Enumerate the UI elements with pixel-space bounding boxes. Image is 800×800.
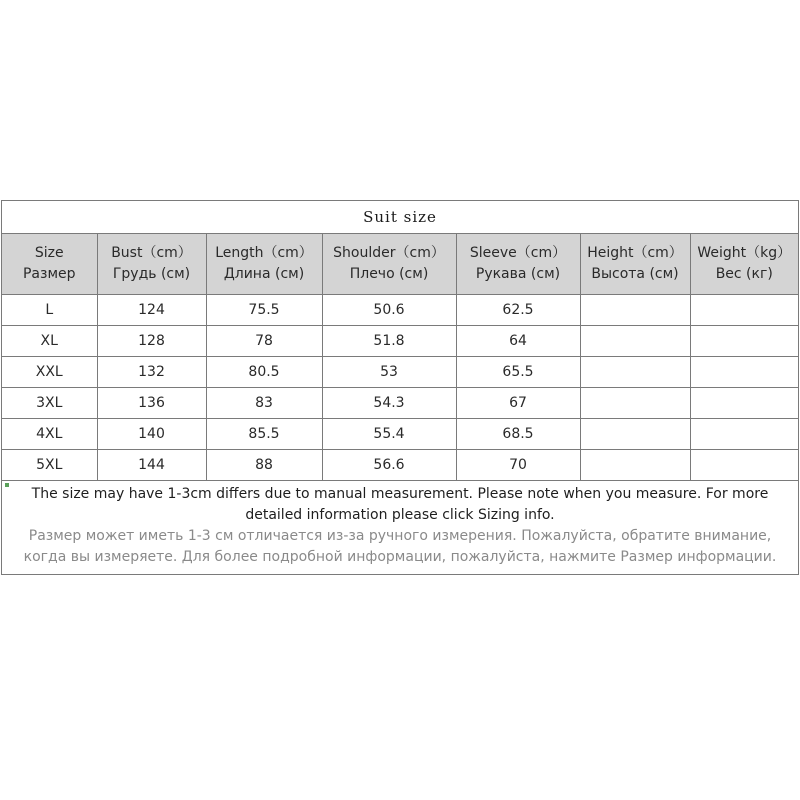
column-header [690, 234, 798, 295]
measurement-cell: 136 [97, 388, 206, 419]
measurement-cell [690, 357, 798, 388]
column-header-ru: Грудь (см) [112, 266, 191, 282]
size-cell: XL [2, 326, 97, 357]
table-row [2, 295, 798, 326]
measurement-cell: 83 [206, 388, 322, 419]
column-header-en: Size [34, 245, 64, 261]
note [2, 481, 798, 574]
column-header-ru: Рукава (см) [475, 266, 561, 282]
measurement-cell: 78 [206, 326, 322, 357]
measurement-cell: 75.5 [206, 295, 322, 326]
chart-title: Suit size [2, 201, 798, 234]
column-header-ru: Высота (см) [591, 266, 679, 282]
size-table [2, 234, 798, 481]
note-russian: Размер может иметь 1-3 см отличается из-за ручного измерения. Пожалуйста, обратите внимание, когда вы измеряете. Для более подробной информации, пожалуйста, нажмите Размер информации. [23, 528, 777, 565]
table-row [2, 419, 798, 450]
note-english: The size may have 1-3cm differs due to manual measurement. Please note when you measure. For more detailed information please click Sizing info. [31, 486, 769, 523]
column-header [206, 234, 322, 295]
measurement-cell: 51.8 [322, 326, 456, 357]
size-cell: 3XL [2, 388, 97, 419]
table-row [2, 388, 798, 419]
table-body [2, 295, 798, 481]
column-header [456, 234, 580, 295]
measurement-cell: 88 [206, 450, 322, 481]
size-cell: XXL [2, 357, 97, 388]
column-header [97, 234, 206, 295]
measurement-cell [580, 295, 690, 326]
measurement-cell [690, 388, 798, 419]
measurement-cell: 67 [456, 388, 580, 419]
measurement-cell: 140 [97, 419, 206, 450]
column-header-en: Weight（kg） [697, 245, 792, 261]
measurement-cell [580, 388, 690, 419]
measurement-cell [580, 450, 690, 481]
measurement-cell: 55.4 [322, 419, 456, 450]
table-row [2, 357, 798, 388]
measurement-cell: 128 [97, 326, 206, 357]
size-cell: 5XL [2, 450, 97, 481]
measurement-cell: 50.6 [322, 295, 456, 326]
measurement-cell [690, 326, 798, 357]
table-row [2, 450, 798, 481]
column-header [580, 234, 690, 295]
measurement-cell [580, 419, 690, 450]
column-header-ru: Размер [22, 266, 76, 282]
column-header [2, 234, 97, 295]
column-header-en: Length（cm） [215, 245, 313, 261]
measurement-cell: 64 [456, 326, 580, 357]
measurement-cell: 132 [97, 357, 206, 388]
measurement-cell: 62.5 [456, 295, 580, 326]
measurement-cell: 124 [97, 295, 206, 326]
green-dot-icon [5, 483, 9, 487]
measurement-cell: 144 [97, 450, 206, 481]
column-header-en: Sleeve（cm） [469, 245, 567, 261]
size-cell: L [2, 295, 97, 326]
column-header-en: Shoulder（cm） [333, 245, 445, 261]
size-chart [1, 200, 799, 575]
measurement-cell [690, 295, 798, 326]
measurement-cell [690, 450, 798, 481]
measurement-cell: 65.5 [456, 357, 580, 388]
column-header-ru: Плечо (см) [349, 266, 429, 282]
measurement-cell [580, 326, 690, 357]
measurement-cell: 56.6 [322, 450, 456, 481]
table-row [2, 326, 798, 357]
column-header-en: Bust（cm） [111, 245, 192, 261]
measurement-cell [690, 419, 798, 450]
measurement-cell [580, 357, 690, 388]
column-header-en: Height（cm） [587, 245, 683, 261]
measurement-cell: 70 [456, 450, 580, 481]
column-header-ru: Вес (кг) [715, 266, 773, 282]
measurement-cell: 54.3 [322, 388, 456, 419]
note-section [2, 481, 798, 574]
measurement-cell: 53 [322, 357, 456, 388]
header-row [2, 234, 798, 295]
column-header-ru: Длина (см) [223, 266, 305, 282]
measurement-cell: 85.5 [206, 419, 322, 450]
column-header [322, 234, 456, 295]
measurement-cell: 68.5 [456, 419, 580, 450]
size-cell: 4XL [2, 419, 97, 450]
measurement-cell: 80.5 [206, 357, 322, 388]
